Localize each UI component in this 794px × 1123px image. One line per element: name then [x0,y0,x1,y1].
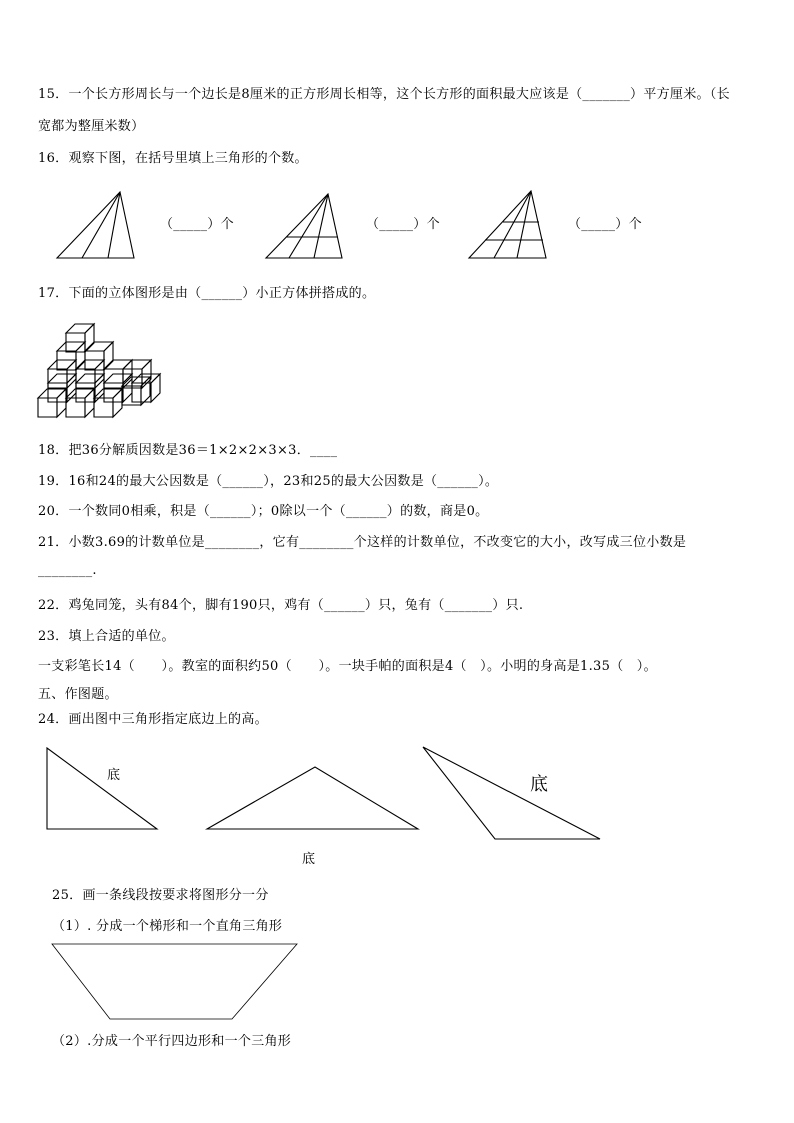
q23-text: 23．填上合适的单位。 [38,629,175,644]
q17-text: 17．下面的立体图形是由（______）小正方体拼搭成的。 [38,286,376,301]
cube [94,389,122,417]
q16-blank-1: （_____）个 [160,217,234,232]
q16-triangle-3 [469,191,546,258]
q24-triangle-3 [423,747,600,839]
q16-triangle-2 [266,194,342,258]
section-5-heading: 五、作图题。 [38,687,118,702]
q24-triangle-2 [207,767,418,829]
q21-line2: ________. [38,563,97,578]
base-label-1: 底 [107,768,121,783]
q18-text: 18．把36分解质因数是36＝1×2×2×3×3．____ [38,443,338,458]
q23-sub: 一支彩笔长14（ ）。教室的面积约50（ ）。一块手帕的面积是4（ ）。小明的身高是1.35（ ）。 [38,659,657,674]
q21-line1: 21．小数3.69的计数单位是________，它有________个这样的计数单位，不改变它的大小，改写成三位小数是 [38,535,687,550]
q20-text: 20．一个数同0相乘，积是（______）；0除以一个（______）的数，商是0。 [38,504,489,519]
base-label-3: 底 [530,774,548,795]
q15-line2: 宽都为整厘米数） [38,119,145,134]
q25-text: 25．画一条线段按要求将图形分一分 [52,888,269,903]
q24-text: 24．画出图中三角形指定底边上的高。 [38,712,268,727]
cube [57,342,85,370]
q22-text: 22．鸡兔同笼，头有84个，脚有190只，鸡有（______）只，兔有（_______）只. [38,598,524,613]
q16-text: 16．观察下图，在括号里填上三角形的个数。 [38,151,308,166]
q25-trapezoid [52,944,297,1019]
q15-line1: 15．一个长方形周长与一个边长是8厘米的正方形周长相等，这个长方形的面积最大应该是（_______）平方厘米。（长 [38,87,730,102]
q19-text: 19．16和24的最大公因数是（______），23和25的最大公因数是（______）。 [38,474,499,489]
q25-part2: （2）.分成一个平行四边形和一个三角形 [52,1034,292,1049]
cube [66,324,94,352]
base-label-2: 底 [302,852,316,867]
q16-blank-3: （_____）个 [568,217,642,232]
cube [66,389,94,417]
cube [122,377,150,405]
q16-triangle-1 [57,192,134,258]
q16-blank-2: （_____）个 [366,217,440,232]
cube [85,342,113,370]
q17-cube-stack [38,324,160,417]
q24-triangle-1 [47,748,157,829]
cube [38,389,66,417]
q25-part1: （1）. 分成一个梯形和一个直角三角形 [52,919,283,934]
